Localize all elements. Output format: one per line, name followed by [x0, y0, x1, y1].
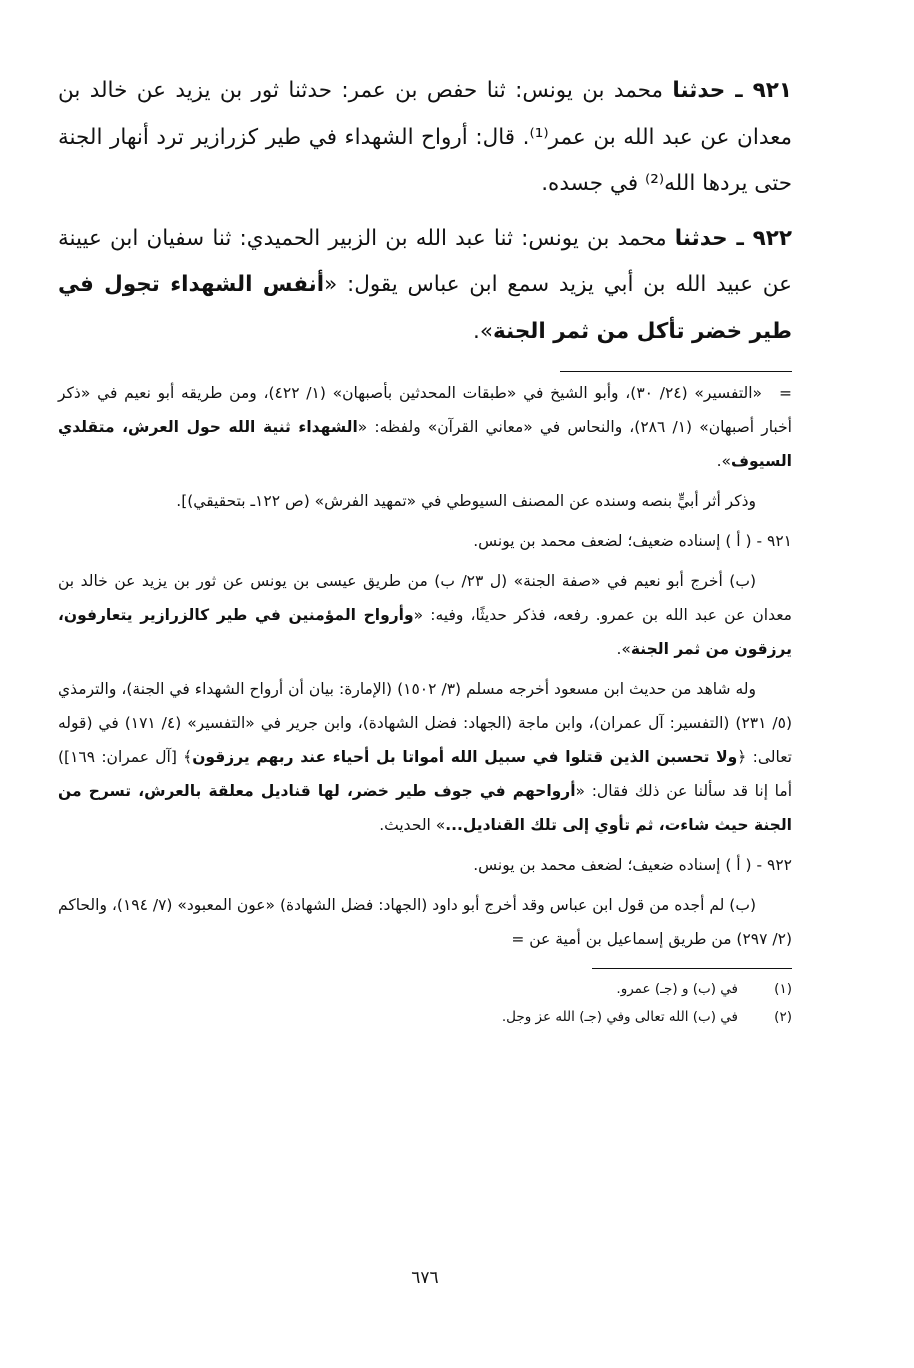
hadith-921 [58, 68, 792, 208]
note-continuation-end: ». [716, 452, 732, 470]
note-continuation [58, 376, 792, 478]
note-921-b-text: (ب) أخرج أبو نعيم في «صفة الجنة» (ل ٢٣/ ب) من طريق عيسى بن يونس عن ثور بن يزيد عن خالد بن معدان عن عبد الله بن عمرو. رفعه، فذكر حديثًا، وفيه: « [58, 572, 792, 624]
hadith-921-number: ٩٢١ ـ حدثنا [672, 78, 793, 103]
note-921-a: ٩٢١ - ( أ ) إسناده ضعيف؛ لضعف محمد بن يونس. [473, 532, 792, 550]
note-922-a: ٩٢٢ - ( أ ) إسناده ضعيف؛ لضعف محمد بن يونس. [473, 856, 792, 874]
note-921-b-bold: وأرواح المؤمنين في طير كالزرازير يتعارفون، يرزقون من ثمر الجنة [58, 606, 792, 658]
footnote-2-number: (٢) [774, 1009, 792, 1025]
hadith-922 [58, 216, 792, 356]
note-921-b-end: ». [616, 640, 631, 658]
note-921-c-bold: أرواحهم في جوف طير خضر، لها قناديل معلقة بالعرش، تسرح من الجنة حيث شاءت، ثم تأوي إلى تلك القناديل... [58, 782, 792, 834]
hadith-922-number: ٩٢٢ ـ حدثنا [674, 225, 792, 251]
hadith-921-body: محمد بن يونس: ثنا حفص بن عمر: حدثنا ثور بن يزيد عن خالد بن معدان عن عبد الله بن عمر⁽¹⁾. قال: أرواح الشهداء في طير كزرازير ترد أنهار الجنة حتى يردها الله⁽²⁾ في جسده. [58, 78, 792, 196]
commentary [58, 376, 792, 956]
hadith-922-end: ». [473, 318, 493, 344]
main-separator [560, 371, 792, 372]
page-number: ٦٧٦ [411, 1268, 439, 1288]
note-921-c-mid: ﴾ [آل عمران: ١٦٩]) أما إنا قد سألنا عن ذلك فقال: « [58, 748, 793, 800]
hadith-922-body: محمد بن يونس: ثنا عبد الله بن الزبير الحميدي: ثنا سفيان ابن عيينة عن عبيد الله بن أبي يزيد سمع ابن عباس يقول: « [58, 225, 792, 297]
hadith-922-matn: أنفس الشهداء تجول في طير خضر تأكل من ثمر الجنة [58, 272, 792, 344]
page [58, 68, 792, 1348]
main-text [58, 68, 792, 355]
note-921-c-end: » الحديث. [379, 816, 446, 834]
continuation-marker: = [779, 384, 793, 402]
footnote-separator [592, 968, 792, 969]
footnote-1-number: (١) [774, 981, 792, 997]
note-921-b [58, 564, 792, 666]
footnote-1-text: في (ب) و (جـ) عمرو. [616, 981, 738, 997]
note-922-b: (ب) لم أجده من قول ابن عباس وقد أخرج أبو داود (الجهاد: فضل الشهادة) «عون المعبود» (٧/ ١٩٤)، والحاكم (٢/ ٢٩٧) من طريق إسماعيل بن أمية عن = [58, 896, 792, 948]
footnote-1 [58, 975, 792, 1003]
note-921-c-ayah: ولا تحسبن الذين قتلوا في سبيل الله أمواتا بل أحياء عند ربهم يرزقون [192, 748, 738, 766]
note-921-c-text: وله شاهد من حديث ابن مسعود أخرجه مسلم (٣/ ١٥٠٢) (الإمارة: بيان أن أرواح الشهداء في الجنة)، والترمذي (٥/ ٢٣١) (التفسير: آل عمران)، وابن ماجة (الجهاد: فضل الشهادة)، وابن جرير في «التفسير» (٤/ ١٧١) في (قوله تعالى: ﴿ [58, 680, 792, 766]
footnotes [58, 975, 792, 1031]
note-continuation-bold: الشهداء ثنية الله حول العرش، متقلدي السيوف [58, 418, 792, 470]
note-continuation-text: «التفسير» (٢٤/ ٣٠)، وأبو الشيخ في «طبقات المحدثين بأصبهان» (١/ ٤٢٢)، ومن طريقه أبو نعيم في «ذكر أخبار أصبهان» (١/ ٢٨٦)، والنحاس في «معاني القرآن» ولفظه: « [58, 384, 792, 436]
footnote-2-text: في (ب) الله تعالى وفي (جـ) الله عز وجل. [501, 1009, 738, 1025]
note-continuation-2: وذكر أثر أبيٍّ بنصه وسنده عن المصنف السيوطي في «تمهيد الفرش» (ص ١٢٢ـ بتحقيقي)]. [176, 492, 756, 510]
note-921-c [58, 672, 792, 842]
footnote-2 [58, 1003, 792, 1031]
